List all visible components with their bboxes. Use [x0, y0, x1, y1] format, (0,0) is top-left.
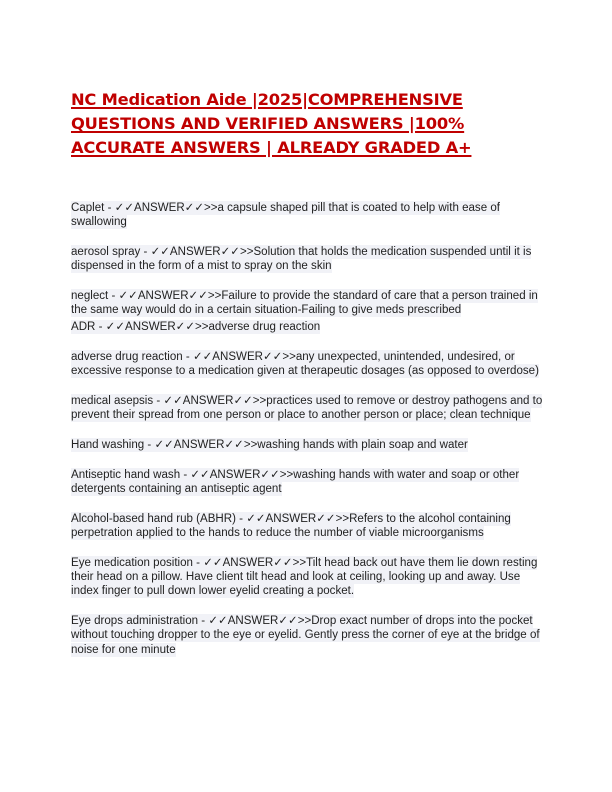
qa-text: Caplet - ✓✓ANSWER✓✓>>a capsule shaped pill that is coated to help with ease of swallowing — [71, 202, 500, 229]
qa-item-adr — [71, 320, 546, 334]
qa-text: Hand washing - ✓✓ANSWER✓✓>>washing hands with plain soap and water — [71, 438, 468, 451]
qa-text: Eye medication position - ✓✓ANSWER✓✓>>Tilt head back out have them lie down resting their head on a pillow. Have client tilt head and look at ceiling, looking up and away. Use index finger to pull down lower eyelid creating a pocket. — [71, 556, 538, 598]
qa-text: medical asepsis - ✓✓ANSWER✓✓>>practices used to remove or destroy pathogens and to prevent their spread from one person or place to another person or place; clean technique — [71, 394, 543, 421]
qa-item-eye-medication-position — [71, 556, 546, 599]
qa-list — [71, 201, 546, 657]
qa-item-hand-washing — [71, 438, 546, 452]
qa-item-antiseptic-hand-wash — [71, 468, 546, 497]
document-title — [71, 88, 541, 160]
qa-text: ADR - ✓✓ANSWER✓✓>>adverse drug reaction — [71, 320, 321, 333]
qa-text: Antiseptic hand wash - ✓✓ANSWER✓✓>>washing hands with water and soap or other detergents containing an antiseptic agent — [71, 468, 520, 495]
qa-text: adverse drug reaction - ✓✓ANSWER✓✓>>any unexpected, unintended, undesired, or excessive response to a medication given at therapeutic dosages (as opposed to overdose) — [71, 350, 539, 377]
qa-item-abhr — [71, 512, 546, 541]
qa-item-medical-asepsis — [71, 394, 546, 423]
qa-item-aerosol-spray — [71, 245, 546, 274]
qa-text: aerosol spray - ✓✓ANSWER✓✓>>Solution that holds the medication suspended until it is dispensed in the form of a mist to spray on the skin — [71, 246, 532, 273]
qa-item-caplet — [71, 201, 546, 230]
qa-item-adverse-drug-reaction — [71, 350, 546, 379]
qa-text: Alcohol-based hand rub (ABHR) - ✓✓ANSWER✓✓>>Refers to the alcohol containing perpetration applied to the hands to reduce the number of viable microorganisms — [71, 512, 511, 539]
title-line-2: QUESTIONS AND VERIFIED ANSWERS |100% — [71, 114, 465, 133]
qa-text: Eye drops administration - ✓✓ANSWER✓✓>>Drop exact number of drops into the pocket without touching dropper to the eye or eyelid. Gently press the corner of eye at the bridge of noise for one minute — [71, 615, 540, 656]
qa-text: neglect - ✓✓ANSWER✓✓>>Failure to provide the standard of care that a person trained in the same way would do in a certain situation-Failing to give meds prescribed — [71, 290, 538, 317]
qa-item-neglect — [71, 289, 546, 318]
qa-item-eye-drops-administration — [71, 614, 546, 657]
title-line-1: NC Medication Aide |2025|COMPREHENSIVE — [71, 90, 463, 109]
title-line-3: ACCURATE ANSWERS | ALREADY GRADED A+ — [71, 138, 472, 157]
